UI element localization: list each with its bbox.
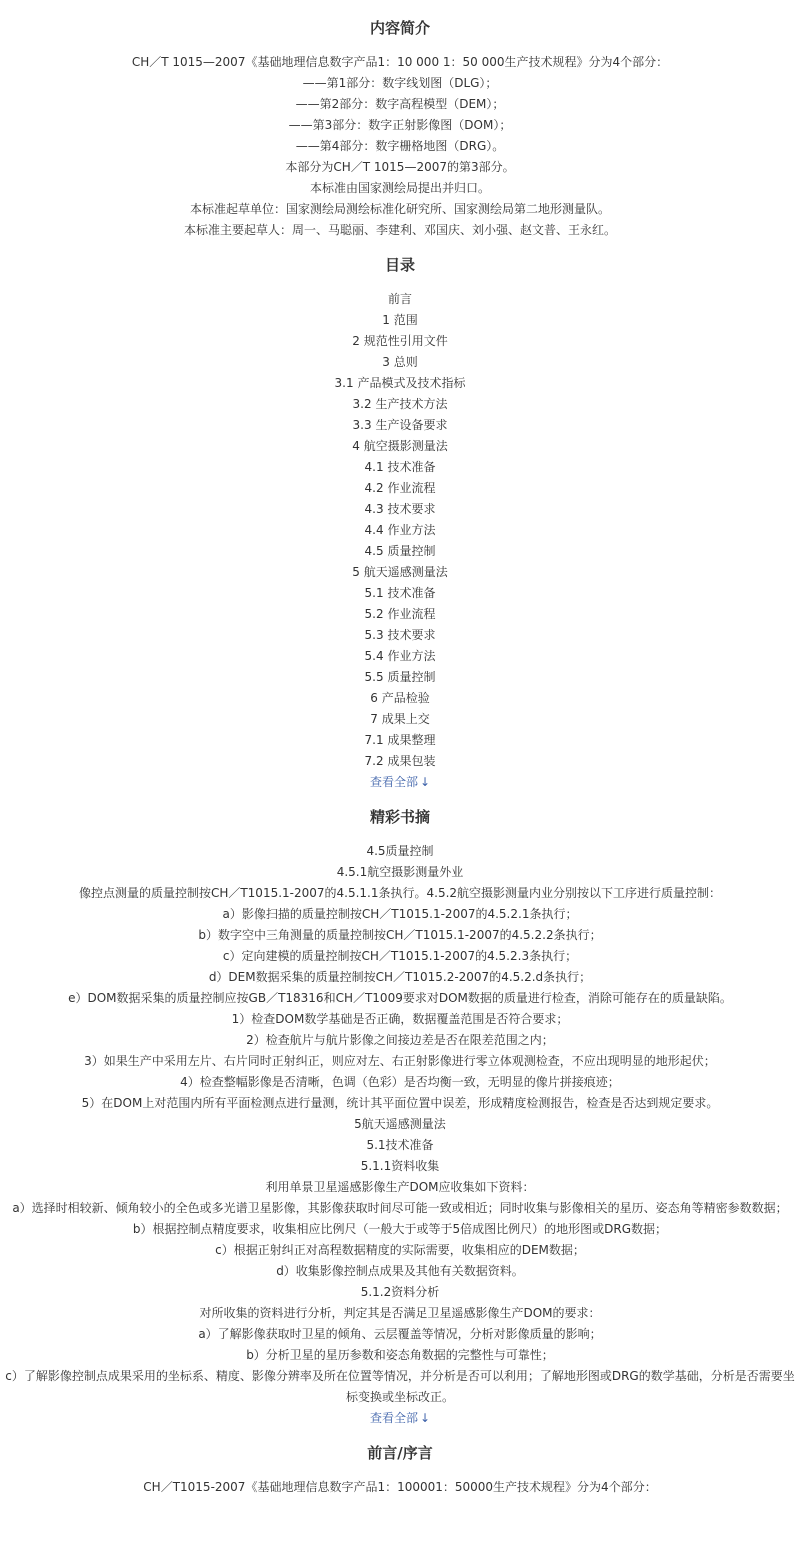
toc-line: 5.4 作业方法 [364, 649, 436, 663]
excerpt-line: c）根据正射纠正对高程数据精度的实际需要，收集相应的DEM数据； [215, 1243, 585, 1257]
excerpt-line: 对所收集的资料进行分析，判定其是否满足卫星遥感影像生产DOM的要求： [199, 1306, 601, 1320]
excerpt-view-all-link[interactable] [0, 1408, 800, 1429]
excerpt-line: b）根据控制点精度要求，收集相应比例尺（一般大于或等于5倍成图比例尺）的地形图或DRG数据； [132, 1222, 668, 1236]
excerpt-view-all-label: 查看全部 [369, 1411, 418, 1425]
excerpt-line: a）影像扫描的质量控制按CH／T1015.1-2007的4.5.2.1条执行； [222, 907, 578, 921]
preface-content [0, 1477, 800, 1498]
intro-line: ——第3部分：数字正射影像图（DOM）； [288, 118, 512, 132]
toc-line: 4.2 作业流程 [364, 481, 436, 495]
excerpt-line: 5.1.1资料收集 [360, 1159, 440, 1173]
excerpt-line: 5.1技术准备 [366, 1138, 434, 1152]
toc-line: 5.3 技术要求 [364, 628, 436, 642]
toc-line: 6 产品检验 [370, 691, 430, 705]
excerpt-line: c）定向建模的质量控制按CH／T1015.1-2007的4.5.2.3条执行； [222, 949, 578, 963]
toc-line: 4 航空摄影测量法 [352, 439, 448, 453]
excerpt-line: 2）检查航片与航片影像之间接边差是否在限差范围之内； [246, 1033, 554, 1047]
toc-list [0, 289, 800, 772]
excerpt-line: 像控点测量的质量控制按CH／T1015.1-2007的4.5.1.1条执行。4.5.2航空摄影测量内业分别按以下工序进行质量控制： [78, 886, 722, 900]
intro-line: 本标准主要起草人：周一、马聪丽、李建利、邓国庆、刘小强、赵文普、王永红。 [183, 223, 616, 237]
toc-line: 4.5 质量控制 [364, 544, 436, 558]
toc-line: 4.4 作业方法 [364, 523, 436, 537]
toc-line: 5.5 质量控制 [364, 670, 436, 684]
toc-line: 3 总则 [382, 355, 418, 369]
excerpt-line: 4.5质量控制 [366, 844, 434, 858]
excerpt-line: 4.5.1航空摄影测量外业 [336, 865, 464, 879]
excerpt-line: b）数字空中三角测量的质量控制按CH／T1015.1-2007的4.5.2.2条执行； [198, 928, 602, 942]
excerpt-line: 1）检查DOM数学基础是否正确，数据覆盖范围是否符合要求； [231, 1012, 569, 1026]
toc-line: 1 范围 [382, 313, 418, 327]
excerpt-line: d）收集影像控制点成果及其他有关数据资料。 [276, 1264, 524, 1278]
toc-line: 7 成果上交 [370, 712, 430, 726]
intro-line: ——第4部分：数字栅格地图（DRG）。 [295, 139, 505, 153]
excerpt-line: 5航天遥感测量法 [354, 1117, 446, 1131]
toc-line: 5.1 技术准备 [364, 586, 436, 600]
toc-line: 前言 [387, 292, 412, 306]
toc-view-all-label: 查看全部 [369, 775, 418, 789]
toc-view-all-link[interactable] [0, 772, 800, 793]
excerpt-line: d）DEM数据采集的质量控制按CH／T1015.2-2007的4.5.2.d条执行； [208, 970, 592, 984]
intro-line: 本标准由国家测绘局提出并归口。 [309, 181, 490, 195]
toc-line: 4.1 技术准备 [364, 460, 436, 474]
excerpt-line: 5）在DOM上对范围内所有平面检测点进行量测，统计其平面位置中误差，形成精度检测报告，检查是否达到规定要求。 [81, 1096, 719, 1110]
arrow-down-icon: ↓ [419, 775, 431, 789]
toc-line: 2 规范性引用文件 [352, 334, 448, 348]
preface-line: CH／T1015-2007《基础地理信息数字产品1：100001：50000生产技术规程》分为4个部分： [143, 1480, 657, 1494]
toc-line: 3.1 产品模式及技术指标 [334, 376, 466, 390]
excerpt-line: 5.1.2资料分析 [360, 1285, 440, 1299]
toc-line: 3.2 生产技术方法 [352, 397, 448, 411]
excerpt-line: c）了解影像控制点成果采用的坐标系、精度、影像分辨率及所在位置等情况，并分析是否可以利用；了解地形图或DRG的数学基础，分析是否需要坐标变换或坐标改正。 [5, 1369, 795, 1404]
intro-title: 内容简介 [369, 19, 430, 37]
excerpt-line: e）DOM数据采集的质量控制应按GB／T18316和CH／T1009要求对DOM数据的质量进行检查，消除可能存在的质量缺陷。 [68, 991, 732, 1005]
toc-line: 5.2 作业流程 [364, 607, 436, 621]
excerpt-line: 3）如果生产中采用左片、右片同时正射纠正，则应对左、右正射影像进行零立体观测检查，不应出现明显的地形起伏； [84, 1054, 716, 1068]
excerpt-line: 4）检查整幅影像是否清晰，色调（色彩）是否均衡一致，无明显的像片拼接痕迹； [180, 1075, 620, 1089]
excerpt-title: 精彩书摘 [369, 808, 430, 826]
toc-line: 7.1 成果整理 [364, 733, 436, 747]
excerpt-content [0, 841, 800, 1408]
toc-line: 5 航天遥感测量法 [352, 565, 448, 579]
preface-title: 前言/序言 [367, 1444, 433, 1462]
intro-line: 本部分为CH／T 1015—2007的第3部分。 [285, 160, 515, 174]
toc-title: 目录 [384, 256, 415, 274]
excerpt-line: a）选择时相较新、倾角较小的全色或多光谱卫星影像，其影像获取时间尽可能一致或相近；同时收集与影像相关的星历、姿态角等精密参数数据； [12, 1201, 788, 1215]
intro-content [0, 52, 800, 241]
excerpt-line: b）分析卫星的星历参数和姿态角数据的完整性与可靠性； [246, 1348, 554, 1362]
toc-line: 7.2 成果包装 [364, 754, 436, 768]
intro-line: CH／T 1015—2007《基础地理信息数字产品1：10 000 1：50 000生产技术规程》分为4个部分： [131, 55, 669, 69]
toc-line: 4.3 技术要求 [364, 502, 436, 516]
intro-line: 本标准起草单位：国家测绘局测绘标准化研究所、国家测绘局第二地形测量队。 [189, 202, 610, 216]
excerpt-line: 利用单景卫星遥感影像生产DOM应收集如下资料： [265, 1180, 535, 1194]
intro-line: ——第2部分：数字高程模型（DEM）； [295, 97, 505, 111]
intro-line: ——第1部分：数字线划图（DLG）； [302, 76, 498, 90]
arrow-down-icon: ↓ [419, 1411, 431, 1425]
toc-line: 3.3 生产设备要求 [352, 418, 448, 432]
excerpt-line: a）了解影像获取时卫星的倾角、云层覆盖等情况，分析对影像质量的影响； [198, 1327, 602, 1341]
